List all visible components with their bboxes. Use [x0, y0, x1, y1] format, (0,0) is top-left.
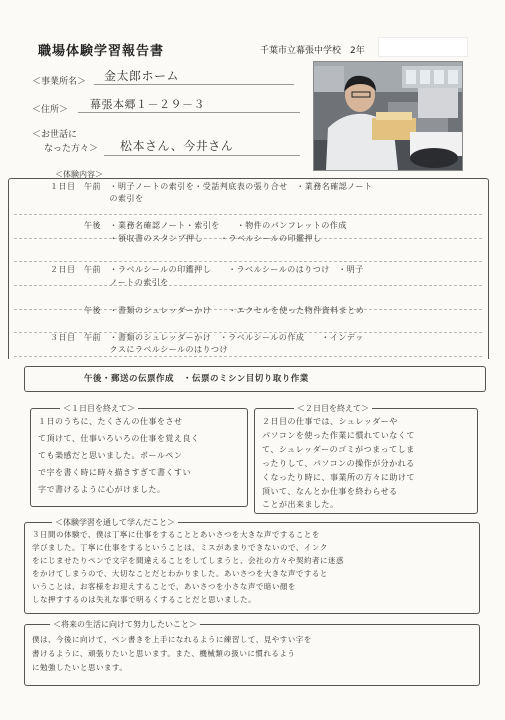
sewa-value: 松本さん、今井さん	[120, 139, 234, 153]
content-title: ＜体験内容＞	[52, 169, 106, 180]
day2-line: パソコンを使った作業に慣れていなくて	[262, 431, 415, 440]
sewa-label-line1: ＜お世話に	[32, 130, 78, 140]
day2-line: 頂いて、なんとか仕事を終わらせる	[262, 487, 398, 496]
content-line: 午後 ・業務名確認ノート・索引を ・物件のパンフレットの作成	[50, 221, 347, 230]
future-line: 書けるように、頑張りたいと思います。また、機械類の扱いに慣れるよう	[32, 649, 296, 658]
day1-line: て頂けて、仕事いろいろの仕事を覚え良く	[38, 434, 200, 443]
day1-line: １日のうちに、たくさんの仕事をさせ	[38, 417, 183, 426]
content-line: １日目 午前 ・明子ノートの索引を・受話判底表の張り合せ ・業務名確認ノート	[50, 182, 373, 191]
content-line: ・領収書のスタンプ押し ・ラベルシールの印鑑押し	[50, 234, 322, 243]
content-frame	[8, 178, 489, 359]
address-value: 幕張本郷１－２９－３	[90, 98, 205, 111]
day1-line: で字を書く時に時々描きすぎて書くすい	[38, 468, 191, 477]
sewa-label-line2: なった方々＞	[44, 144, 99, 154]
learned-line: 学びました。丁寧に仕事をするということは、ミスがあまりできないので、インク	[32, 543, 328, 552]
future-title: ＜将来の生活に向けて努力したいこと＞	[50, 619, 200, 630]
day1-title: ＜１日目を終えて＞	[60, 403, 138, 414]
future-line: 僕は、今後に向けて、ペン書きを上手になれるように練習して、見やすい字を	[32, 635, 312, 644]
workplace-photo-illustration	[314, 62, 462, 170]
content-line: ノートの索引を	[50, 278, 169, 287]
content-line: 午後 ・書類のシュレッダーかけ ・エクセルを使った物件資料まとめ	[50, 306, 365, 315]
learned-line: をにじませたりペンで文字を間違えることをしてしまうと、会社の方々や契約者に迷惑	[32, 556, 344, 565]
redacted-name-box	[378, 37, 468, 57]
learned-line: いうことは、お客様をお迎えすることで、あいさつを小さな声で暗い顔を	[32, 582, 296, 591]
content-line: の索引を	[50, 194, 144, 203]
content-line: クスにラベルシールのはりつけ	[50, 345, 229, 354]
content-line: ３日目 午前 ・書類のシュレッダーかけ ・ラベルシールの作成 ・インデッ	[50, 333, 364, 342]
day1-line: 字で書けるように心がけました。	[38, 485, 166, 494]
content-line: ２日目 午前 ・ラベルシールの印鑑押し ・ラベルシールのはりつけ ・明子	[50, 265, 364, 274]
day2-line: ２日目の仕事では、シュレッダーや	[262, 417, 398, 426]
future-line: に勉強したいと思います。	[32, 663, 128, 672]
day2-line: ったりして、パソコンの操作が分かれる	[262, 459, 415, 468]
content-last-line: 午後・郵送の伝票作成 ・伝票のミシン目切り取り作業	[84, 374, 309, 384]
page-title: 職場体験学習報告書	[38, 44, 165, 59]
workplace-photo	[313, 61, 463, 171]
company-label: ＜事業所名＞	[32, 77, 87, 87]
day2-line: くなったり時に、事業所の方々に助けて	[262, 473, 415, 482]
day1-line: ても楽感だと思いました。ボールペン	[38, 451, 183, 460]
day2-title: ＜２日目を終えて＞	[294, 403, 372, 414]
learned-line: ３日間の体験で、僕は丁寧に仕事をすることとあいさつを大きな声ですることを	[32, 530, 320, 539]
learned-title: ＜体験学習を通して学んだこと＞	[52, 517, 178, 528]
company-value: 金太郎ホーム	[104, 69, 180, 83]
learned-line: をかけてしまうので、大切なことだとわかりました。あいさつを大きな声ですると	[32, 569, 328, 578]
address-label: ＜住所＞	[32, 105, 69, 115]
day2-line: て、シュレッダーのゴミがつまってしま	[262, 445, 415, 454]
day2-line: ことが出来ました。	[262, 500, 339, 509]
sewa-underline	[104, 155, 300, 156]
learned-line: しな押すするのは失礼な事で明るくすることだと思いました。	[32, 595, 257, 604]
company-underline	[94, 84, 294, 85]
address-underline	[78, 112, 300, 113]
school-name: 千葉市立幕張中学校 2年	[260, 46, 365, 56]
